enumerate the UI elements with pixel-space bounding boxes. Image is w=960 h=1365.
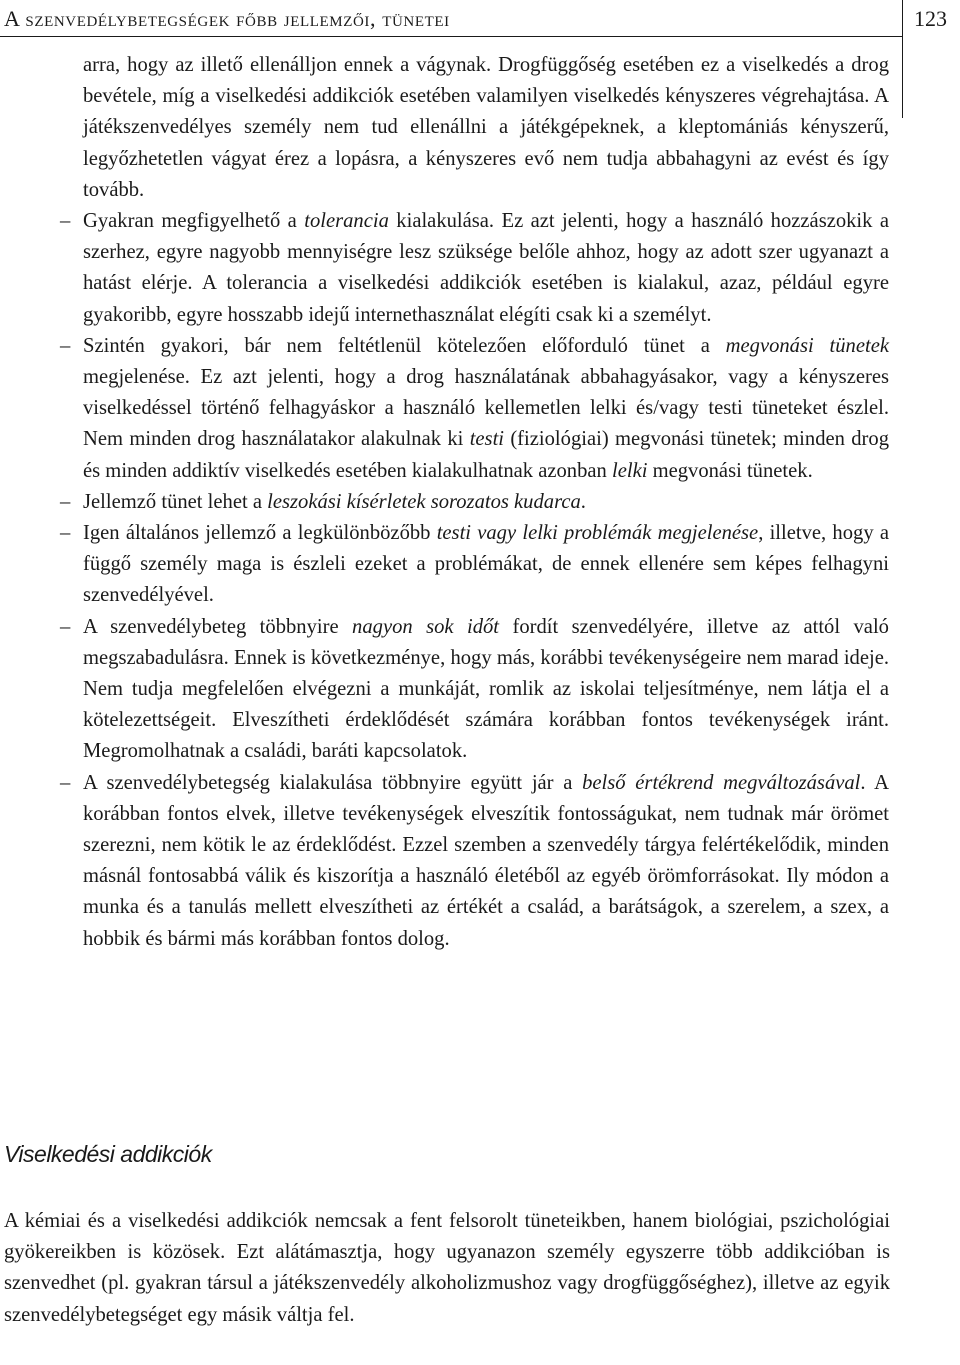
- emphasis: testi vagy lelki problémák megjelenése: [436, 522, 759, 545]
- list-item: [60, 768, 889, 955]
- continuation-paragraph: [83, 50, 889, 206]
- list-item-text: , illetve, hogy a függő személy maga is észleli ezeket a problémákat, de ennek ellenére sem képes felhagyni szenvedélyével.: [83, 522, 889, 607]
- list-item-text: . A korábban fontos elvek, illetve tevékenységek elveszítik fontosságukat, nem tudnak már örömet szerezni, nem kötik le az érdeklődést. Ezzel szemben a szenvedély tárgya felértékelődik, minden másnál fontosabbá válik és kiszorítja a használó életéből az egyéb örömforrásokat. Ily módon a munka és a tanulás mellett elveszítheti az értékét a család, a barátságok, a szerelem, a szex, a hobbik és bármi más korábban fontos dolog.: [83, 771, 889, 950]
- section-paragraph: A kémiai és a viselkedési addikciók nemcsak a fent felsorolt tüneteikben, hanem biológiai, pszichológiai gyökereikben is közösek. Ezt alátámasztja, hogy ugyanazon személy egyszerre több addikcióban is szenvedhet (pl. gyakran társul a játékszenvedély alkoholizmushoz vagy drogfüggőséghez), illetve az egyik szenvedélybetegséget egy másik váltja fel.: [4, 1210, 890, 1326]
- list-item-text: kialakulása. Ez azt jelenti, hogy a használó hozzászokik a szerhez, egyre nagyobb mennyiségre lesz szüksége belőle ahhoz, hogy az adott szer ugyanazt a hatást elérje. A tolerancia a viselkedési addikciók esetében is kialakul, azaz, például egyre gyakoribb, egyre hosszabb idejű internethasználat elégíti csak ki a személyt.: [83, 210, 890, 326]
- list-dash: –: [60, 334, 71, 357]
- list-item-text: A szenvedélybeteg többnyire: [83, 615, 353, 638]
- emphasis: leszokási kísérletek sorozatos kudarca: [267, 490, 581, 513]
- list-item-text: .: [580, 490, 586, 513]
- main-text: [60, 50, 890, 955]
- page-number: 123: [914, 6, 947, 31]
- list-dash: –: [60, 615, 71, 638]
- list-item: [60, 518, 889, 612]
- list-item-text: megjelenése. Ez azt jelenti, hogy a drog használatának abbahagyásakor, vagy a kényszeres viselkedéssel történő felhagyáskor a használó kellemetlen lelki és/vagy testi tüneteket észlel. Nem minden drog használatakor alakulnak ki: [83, 366, 889, 451]
- list-dash: –: [60, 771, 71, 794]
- header-rule: [0, 36, 902, 37]
- list-item-text: megvonási tünetek.: [647, 459, 813, 482]
- emphasis: testi: [469, 428, 505, 451]
- list-item: [60, 487, 889, 518]
- list-item-text: Szintén gyakori, bár nem feltétlenül kötelezően előforduló tünet a: [83, 334, 726, 357]
- list-item: [60, 612, 889, 768]
- emphasis: lelki: [611, 459, 648, 482]
- running-head: A szenvedélybetegségek főbb jellemzői, tünetei: [4, 6, 450, 31]
- list-item: [60, 331, 889, 487]
- emphasis: nagyon sok időt: [352, 615, 500, 638]
- header-vertical-rule: [902, 0, 903, 118]
- emphasis: tolerancia: [304, 210, 389, 233]
- list-item-text: Igen általános jellemző a legkülönbözőbb: [83, 522, 437, 545]
- section-heading: Viselkedési addikciók: [4, 1141, 212, 1167]
- list-item-text: Jellemző tünet lehet a: [83, 490, 268, 513]
- continuation-text: arra, hogy az illető ellenálljon ennek a vágynak. Drogfüggőség esetében ez a viselkedés a drog bevétele, míg a viselkedési addikciók esetében valamilyen viselkedés kényszeres végrehajtása. A játékszenvedélyes személy nem tud ellenállni a játékgépeknek, a kleptomániás kényszerű, legyőzhetetlen vágyat érez a lopásra, a kényszeres evő nem tudja abbahagyni az evést és így tovább.: [83, 54, 889, 201]
- list-item-text: fordít szenvedélyére, illetve az attól való megszabadulásra. Ennek is következménye, hogy más, korábbi tevékenységeire nem marad ideje. Nem tudja megfelelően elvégezni a munkáját, romlik az iskolai teljesítménye, nem látja el a kötelezettségeit. Elveszítheti érdeklődését számára korábban fontos tevékenységek iránt. Megromolhatnak a családi, baráti kapcsolatok.: [83, 615, 889, 763]
- emphasis: megvonási tünetek: [725, 334, 889, 357]
- list-item-text: Gyakran megfigyelhető a: [83, 210, 305, 233]
- list-item: [60, 206, 890, 331]
- symptom-list: [60, 206, 890, 955]
- emphasis: belső értékrend megváltozásával: [582, 771, 861, 794]
- list-dash: –: [60, 522, 71, 545]
- list-dash: –: [60, 490, 71, 513]
- list-dash: –: [60, 210, 71, 233]
- list-item-text: (fiziológiai) megvonási tünetek; minden drog és minden addiktív viselkedés esetében kialakulhatnak azonban: [83, 428, 889, 482]
- list-item-text: A szenvedélybetegség kialakulása többnyire együtt jár a: [83, 771, 583, 794]
